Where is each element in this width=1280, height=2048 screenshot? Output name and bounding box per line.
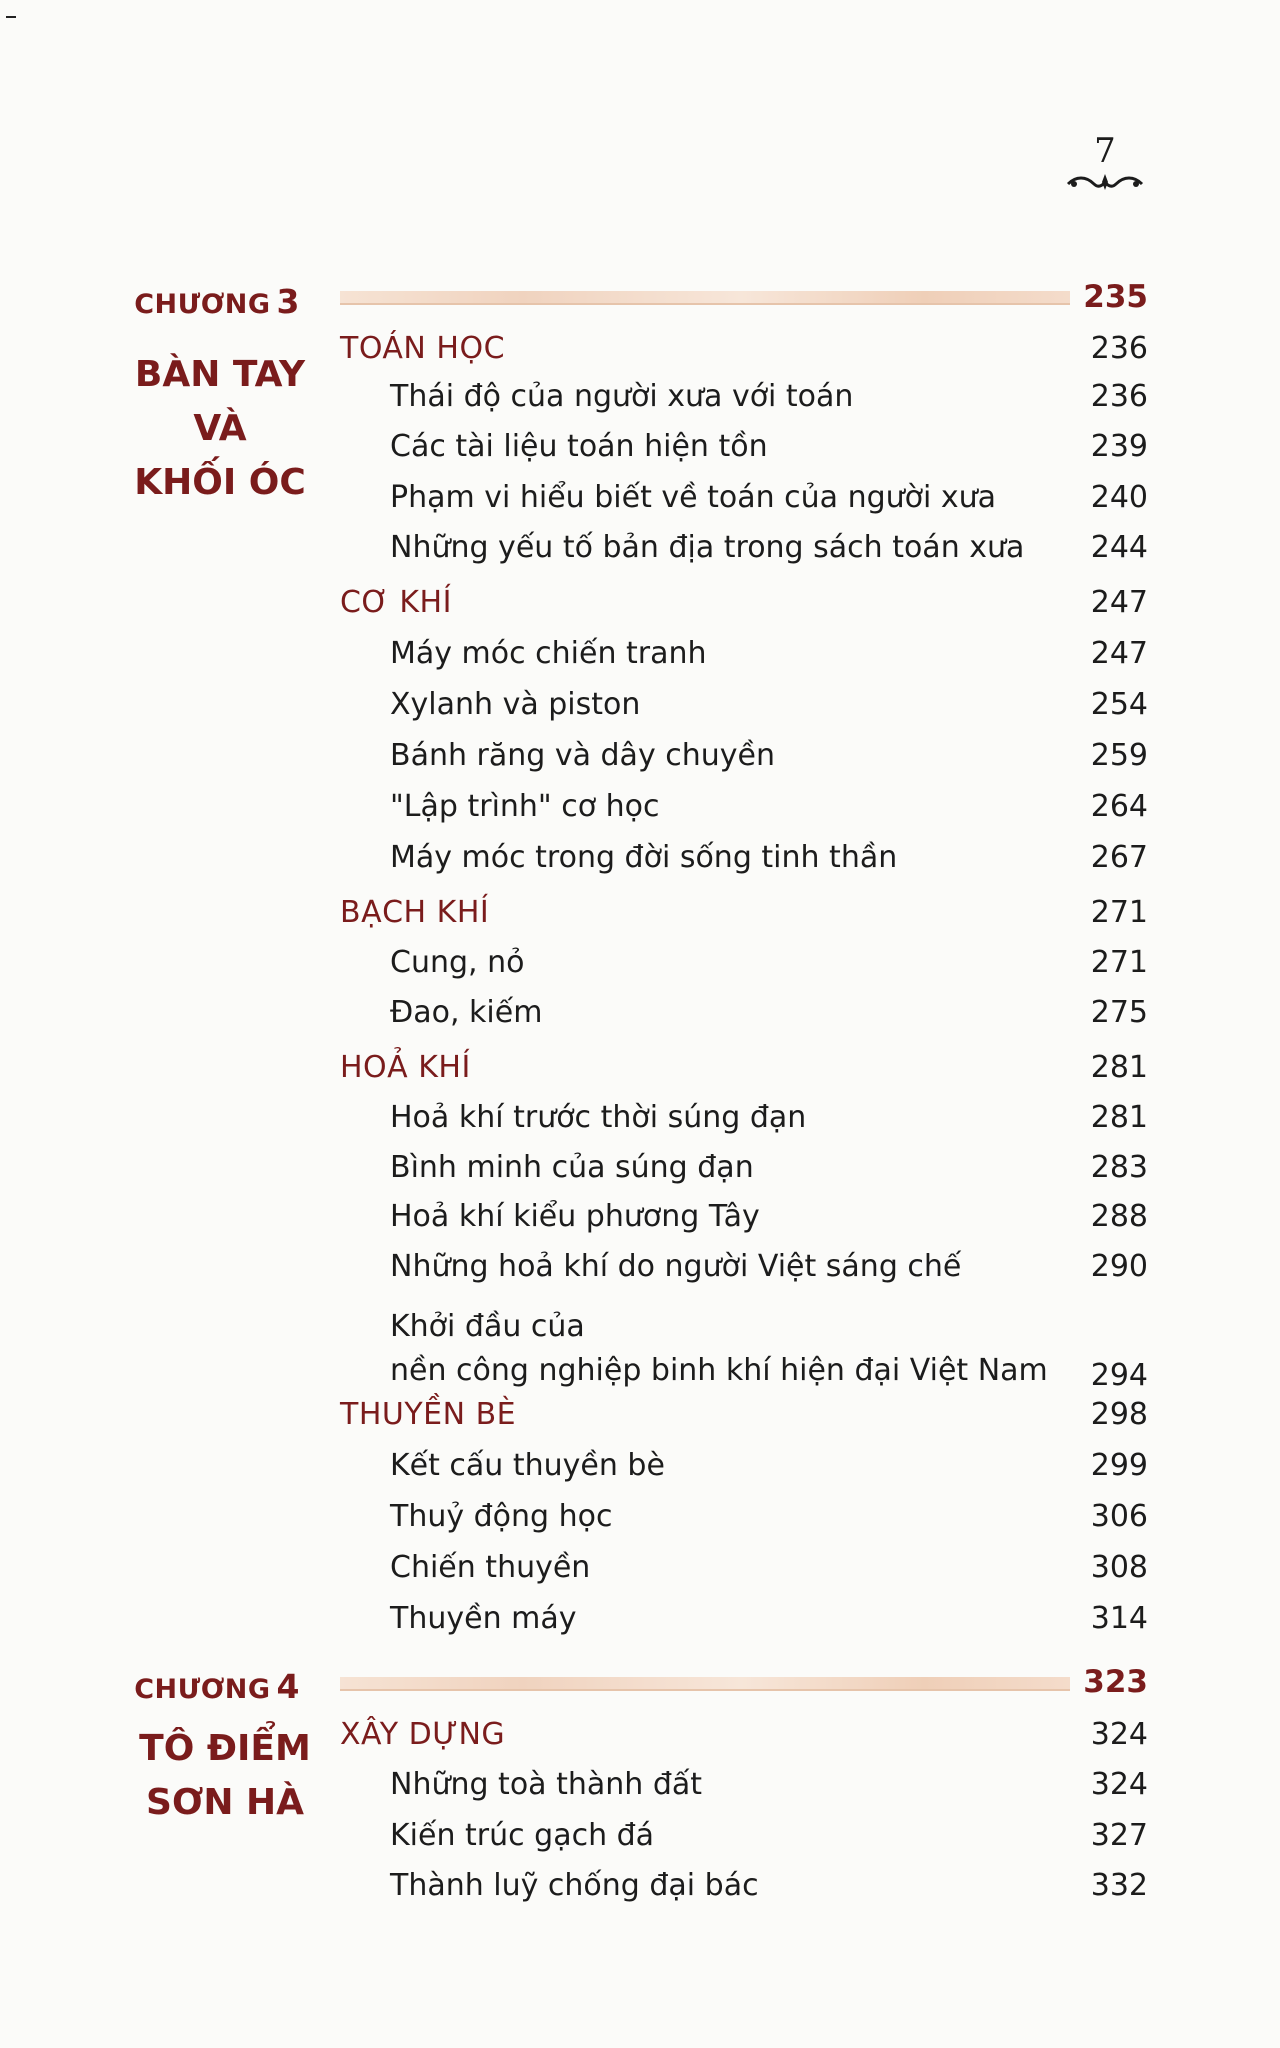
toc-section[interactable] [340, 1717, 1148, 1765]
toc-entry-title: TOÁN HỌC [340, 331, 506, 366]
toc-subentry[interactable] [340, 1100, 1148, 1148]
toc-entry-page: 247 [1090, 585, 1148, 620]
toc-entry-page: 240 [1090, 480, 1148, 515]
toc-entry-title: Những hoả khí do người Việt sáng chế [390, 1249, 962, 1284]
toc-entry-page: 290 [1090, 1249, 1148, 1284]
chapter-label-text: CHƯƠNG [134, 289, 271, 320]
toc-entry-page: 308 [1090, 1550, 1148, 1585]
toc-entry-title: Các tài liệu toán hiện tồn [390, 429, 768, 464]
toc-entry-page: 247 [1090, 636, 1148, 671]
chapter-number: 3 [276, 282, 300, 321]
chapter-page-number: 323 [1083, 1664, 1148, 1700]
toc-entry-page: 236 [1090, 331, 1148, 366]
toc-entry-page: 299 [1090, 1448, 1148, 1483]
toc-entry-title-line: nền công nghiệp binh khí hiện đại Việt Nam [390, 1353, 1048, 1388]
chapter-title-line: VÀ [193, 408, 247, 449]
toc-entry-title: Thái độ của người xưa với toán [390, 379, 854, 414]
toc-entry-title: Xylanh và piston [390, 687, 641, 722]
toc-subentry[interactable] [340, 1868, 1148, 1916]
toc-entry-page: 236 [1090, 379, 1148, 414]
chapter-title-line: TÔ ĐIỂM [139, 1728, 311, 1769]
toc-entry-page: 314 [1090, 1601, 1148, 1636]
toc-entry-page: 264 [1090, 789, 1148, 824]
toc-entry-title: HOẢ KHÍ [340, 1050, 471, 1085]
toc-entry-title: Máy móc chiến tranh [390, 636, 707, 671]
toc-entry-page: 327 [1090, 1818, 1148, 1853]
toc-entry-page: 281 [1090, 1050, 1148, 1085]
toc-subentry[interactable] [340, 530, 1148, 578]
toc-subentry[interactable] [340, 945, 1148, 993]
toc-entry-page: 271 [1090, 945, 1148, 980]
toc-entry-title: Bình minh của súng đạn [390, 1150, 754, 1185]
toc-entry-page: 298 [1090, 1397, 1148, 1432]
chapter-title-line: SƠN HÀ [145, 1782, 305, 1823]
toc-entry-title: Hoả khí kiểu phương Tây [390, 1199, 760, 1234]
toc-entry-title: Hoả khí trước thời súng đạn [390, 1100, 807, 1135]
toc-entry-title: BẠCH KHÍ [340, 895, 490, 930]
toc-subentry[interactable] [340, 995, 1148, 1043]
toc-section[interactable] [340, 1050, 1148, 1098]
toc-subentry[interactable] [340, 1550, 1148, 1598]
toc-entry-page: 254 [1090, 687, 1148, 722]
toc-entry-page: 244 [1090, 530, 1148, 565]
toc-entry-title: Thuỷ động học [390, 1499, 613, 1534]
toc-entry-page: 283 [1090, 1150, 1148, 1185]
chapter-label [0, 1667, 300, 1706]
toc-entry-page: 239 [1090, 429, 1148, 464]
toc-entry-title-line: Khởi đầu của [390, 1309, 585, 1344]
toc-entry-title: Phạm vi hiểu biết về toán của người xưa [390, 480, 997, 515]
toc-entry-title [340, 1305, 1048, 1393]
chapter-title-line: KHỐI ÓC [134, 462, 306, 503]
toc-subentry[interactable] [340, 480, 1148, 528]
toc-entry-title: "Lập trình" cơ học [390, 789, 660, 824]
toc-entry-page: 288 [1090, 1199, 1148, 1234]
toc-entry-page: 275 [1090, 995, 1148, 1030]
toc-entry-page: 306 [1090, 1499, 1148, 1534]
toc-subentry[interactable] [340, 429, 1148, 477]
toc-subentry[interactable] [340, 789, 1148, 837]
chapter-page-number: 235 [1083, 279, 1148, 315]
chapter-title-line: BÀN TAY [134, 354, 306, 395]
toc-entry-page: 324 [1090, 1767, 1148, 1802]
toc-subentry[interactable] [340, 738, 1148, 786]
toc-entry-title: Chiến thuyền [390, 1550, 591, 1585]
corner-mark [6, 16, 16, 18]
ornament-icon [1066, 170, 1144, 196]
toc-entry-title: THUYỀN BÈ [340, 1397, 517, 1432]
toc-subentry[interactable] [340, 1601, 1148, 1649]
toc-subentry[interactable] [340, 1150, 1148, 1198]
toc-subentry[interactable] [340, 1818, 1148, 1866]
toc-entry-title: Những toà thành đất [390, 1767, 703, 1802]
toc-subentry[interactable] [340, 1199, 1148, 1247]
chapter-divider-bar [340, 291, 1070, 305]
chapter-number: 4 [276, 1667, 300, 1706]
toc-entry-title: Kết cấu thuyền bè [390, 1448, 665, 1483]
toc-entry-title: Đao, kiếm [390, 995, 543, 1030]
toc-entry-title: Thuyền máy [390, 1601, 577, 1636]
toc-entry-page: 281 [1090, 1100, 1148, 1135]
page-number: 7 [1094, 131, 1116, 171]
toc-entry-title: CƠ KHÍ [340, 585, 452, 620]
toc-subentry[interactable] [340, 1448, 1148, 1496]
toc-subentry[interactable] [340, 1499, 1148, 1547]
toc-entry-title: Thành luỹ chống đại bác [390, 1868, 759, 1903]
toc-subentry[interactable] [340, 379, 1148, 427]
toc-entry-title: Kiến trúc gạch đá [390, 1818, 655, 1853]
toc-section[interactable] [340, 585, 1148, 633]
toc-subentry[interactable] [340, 1249, 1148, 1297]
toc-entry-title: Những yếu tố bản địa trong sách toán xưa [390, 530, 1025, 565]
toc-subentry[interactable] [340, 1767, 1148, 1815]
chapter-title [70, 348, 370, 510]
chapter-label-text: CHƯƠNG [134, 1674, 271, 1705]
toc-entry-title: Bánh răng và dây chuyền [390, 738, 775, 773]
toc-entry-title: Máy móc trong đời sống tinh thần [390, 840, 898, 875]
toc-section[interactable] [340, 1397, 1148, 1445]
toc-entry-title: Cung, nỏ [390, 945, 525, 980]
toc-section[interactable] [340, 895, 1148, 943]
chapter-label [0, 282, 300, 321]
toc-section[interactable] [340, 331, 1148, 379]
toc-subentry[interactable] [340, 840, 1148, 888]
toc-subentry[interactable] [340, 636, 1148, 684]
toc-entry-page: 332 [1090, 1868, 1148, 1903]
toc-entry-page: 267 [1090, 840, 1148, 875]
toc-subentry[interactable] [340, 687, 1148, 735]
toc-entry-title: XÂY DỰNG [340, 1717, 506, 1752]
toc-entry-page: 271 [1090, 895, 1148, 930]
toc-entry-page: 259 [1090, 738, 1148, 773]
toc-entry-page: 294 [1090, 1358, 1148, 1393]
toc-subentry[interactable] [340, 1297, 1148, 1393]
chapter-title [75, 1722, 375, 1830]
chapter-divider-bar [340, 1677, 1070, 1691]
toc-entry-page: 324 [1090, 1717, 1148, 1752]
